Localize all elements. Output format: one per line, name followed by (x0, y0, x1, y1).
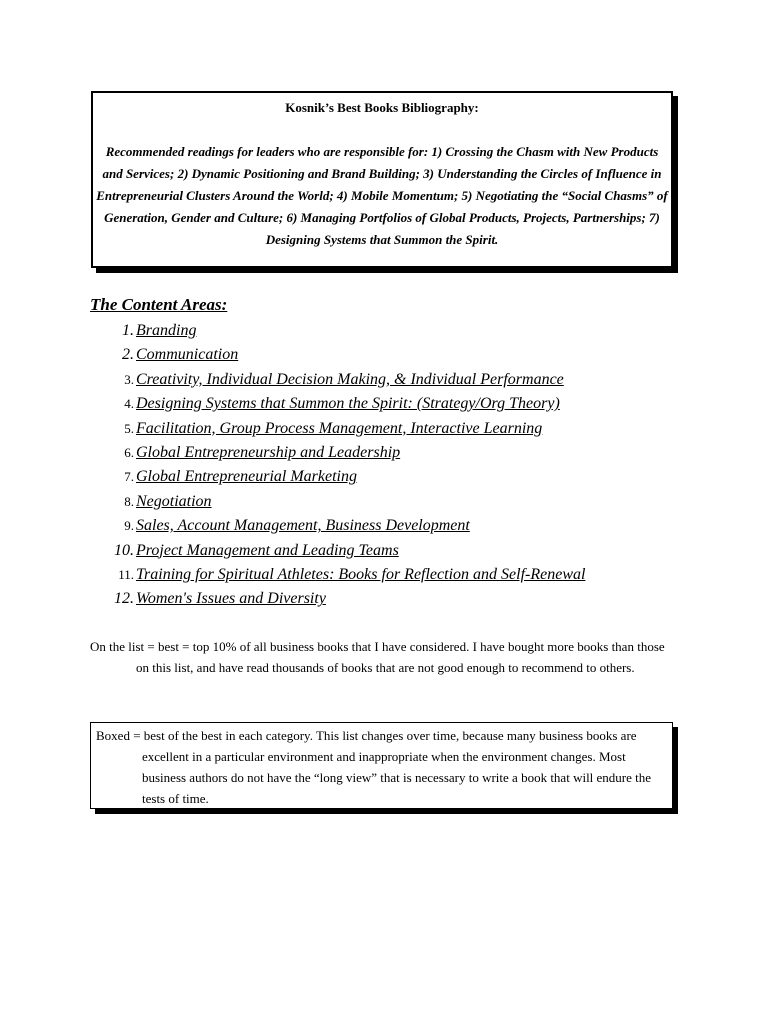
document-title: Kosnik’s Best Books Bibliography: (285, 100, 479, 115)
list-criteria-note: On the list = best = top 10% of all business books that I have considered. I have bought more books than those on this list, and have read thousands of books that are not good enough to recommend to others. (90, 639, 665, 675)
content-area-link-creativity[interactable]: Creativity, Individual Decision Making, & Individual Performance (136, 370, 564, 388)
content-area-link-designing-systems[interactable]: Designing Systems that Summon the Spirit: (Strategy/Org Theory) (136, 395, 560, 413)
list-item-number: 5. (124, 420, 134, 436)
list-item-number: 4. (124, 396, 134, 412)
list-item-number: 10. (114, 541, 134, 559)
document-description: Recommended readings for leaders who are responsible for: 1) Crossing the Chasm with New Products and Services; 2) Dynamic Positioning and Brand Building; 3) Understanding the Circles of Influence in Entrepreneurial Clusters Around the World; 4) Mobile Momentum; 5) Negotiating the “Social Chasms” of Generation, Gender and Culture; 6) Managing Portfolios of Global Products, Projects, Partnerships; 7) Designing Systems that Summon the Spirit. (96, 144, 668, 247)
content-area-link-facilitation[interactable]: Facilitation, Group Process Management, Interactive Learning (136, 419, 543, 437)
list-item-number: 3. (124, 371, 134, 387)
boxed-note-text: Boxed = best of the best in each category. This list changes over time, because many business books are excellent in a particular environment and inappropriate when the environment changes. Most business authors do not have the “long view” that is necessary to write a book that will endure the tests of time. (96, 728, 652, 806)
content-area-link-branding[interactable]: Branding (136, 322, 197, 339)
header-box (91, 91, 673, 268)
list-item-number: 11. (118, 566, 134, 582)
list-item-number: 9. (124, 518, 134, 534)
list-item-number: 12. (114, 590, 134, 608)
list-item-number: 1. (122, 322, 134, 339)
list-item-number: 6. (124, 444, 134, 460)
list-item-number: 8. (124, 493, 134, 509)
list-item-number: 2. (122, 346, 134, 364)
content-area-link-communication[interactable]: Communication (136, 346, 239, 364)
content-area-link-sales[interactable]: Sales, Account Management, Business Development (136, 517, 470, 535)
content-area-link-project-management[interactable]: Project Management and Leading Teams (136, 541, 399, 559)
list-item-number: 7. (124, 469, 134, 485)
content-area-link-global-entrepreneurship[interactable]: Global Entrepreneurship and Leadership (136, 443, 401, 461)
content-area-link-spiritual-athletes[interactable]: Training for Spiritual Athletes: Books for Reflection and Self-Renewal (136, 565, 586, 583)
boxed-note-box (90, 722, 673, 809)
content-area-link-global-marketing[interactable]: Global Entrepreneurial Marketing (136, 468, 357, 486)
content-area-link-womens-issues[interactable]: Women's Issues and Diversity (136, 590, 326, 608)
content-area-link-negotiation[interactable]: Negotiation (136, 492, 212, 510)
content-areas-heading: The Content Areas: (90, 295, 228, 314)
